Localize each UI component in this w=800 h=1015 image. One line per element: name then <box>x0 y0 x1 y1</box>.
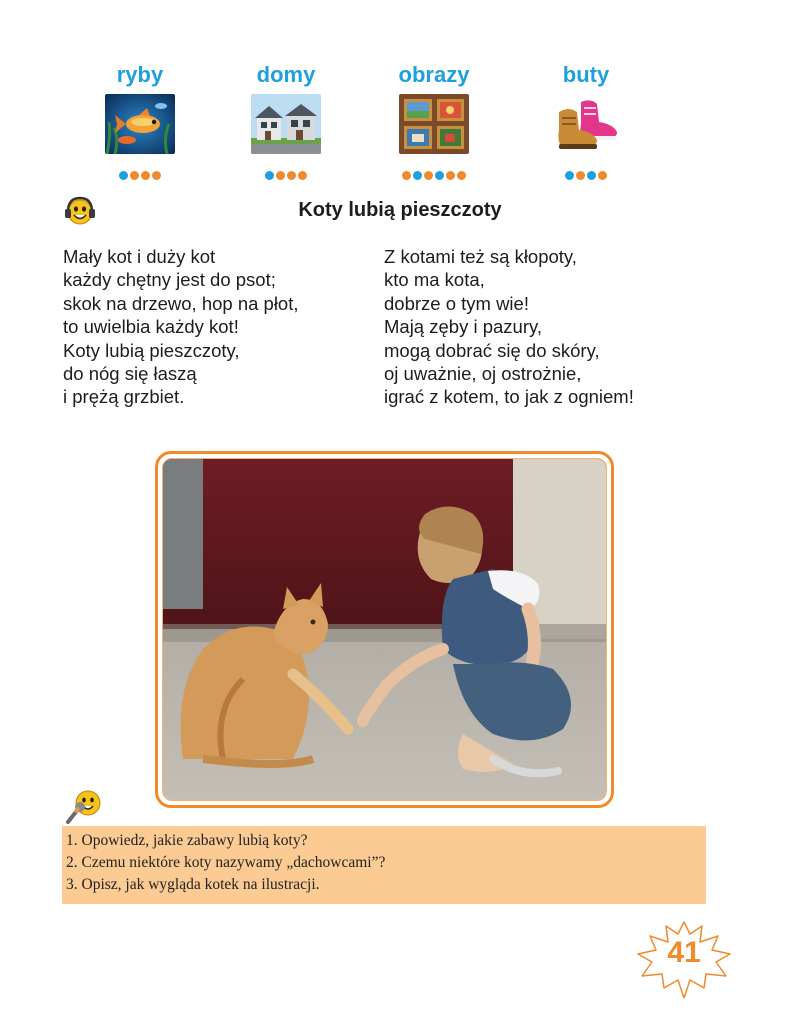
poem-line: kto ma kota, <box>384 269 485 291</box>
dot-orange <box>276 171 285 180</box>
question-item: 1. Opowiedz, jakie zabawy lubią koty? <box>66 832 308 849</box>
vocab-item-buty <box>526 62 646 183</box>
dot-blue <box>565 171 574 180</box>
dot-blue <box>435 171 444 180</box>
dot-blue <box>413 171 422 180</box>
shoes-picture <box>551 94 621 154</box>
poem-line: oj uważnie, oj ostrożnie, <box>384 363 582 385</box>
poem-line: igrać z kotem, to jak z ogniem! <box>384 386 634 408</box>
dot-blue <box>119 171 128 180</box>
vocab-word: obrazy <box>398 62 470 87</box>
poem-line: każdy chętny jest do psot; <box>63 269 276 291</box>
poem-line: Z kotami też są kłopoty, <box>384 246 577 267</box>
poem-line: i prężą grzbiet. <box>63 386 185 408</box>
poem-title: Koty lubią pieszczoty <box>298 199 502 221</box>
dot-orange <box>424 171 433 180</box>
dot-orange <box>446 171 455 180</box>
vocabulary-row <box>80 62 640 192</box>
dot-orange <box>576 171 585 180</box>
vocab-word: buty <box>562 62 610 87</box>
vocab-word: domy <box>256 62 316 87</box>
houses-picture <box>251 94 321 154</box>
vocab-word: ryby <box>116 62 164 87</box>
poem-line: Mały kot i duży kot <box>63 246 216 267</box>
girl-playing-with-cat-photo <box>162 458 607 801</box>
dot-orange <box>598 171 607 180</box>
dot-orange <box>130 171 139 180</box>
photo-frame <box>155 451 614 808</box>
poem-stanza-right <box>384 245 714 409</box>
syllable-dots <box>80 171 200 183</box>
poem-line: to uwielbia każdy kot! <box>63 316 239 338</box>
vocab-item-ryby <box>80 62 200 183</box>
paintings-picture <box>399 94 469 154</box>
syllable-dots <box>226 171 346 183</box>
questions-box <box>62 826 706 904</box>
dot-orange <box>402 171 411 180</box>
dot-orange <box>152 171 161 180</box>
poem-line: Mają zęby i pazury, <box>384 316 542 338</box>
dot-orange <box>298 171 307 180</box>
dot-orange <box>457 171 466 180</box>
poem-line: dobrze o tym wie! <box>384 292 529 314</box>
page-number-badge <box>632 918 736 1002</box>
poem-line: Koty lubią pieszczoty, <box>63 339 240 361</box>
microphone-smiley-icon <box>64 786 104 826</box>
question-item: 3. Opisz, jak wygląda kotek na ilustracji. <box>66 876 320 893</box>
page-number: 41 <box>667 936 701 969</box>
dot-orange <box>141 171 150 180</box>
syllable-dots <box>374 171 494 183</box>
vocab-item-obrazy <box>374 62 494 183</box>
dot-blue <box>265 171 274 180</box>
question-item: 2. Czemu niektóre koty nazywamy „dachowcami”? <box>66 854 386 871</box>
dot-blue <box>587 171 596 180</box>
vocab-item-domy <box>226 62 346 183</box>
dot-orange <box>287 171 296 180</box>
poem-stanza-left <box>63 245 373 409</box>
fish-picture <box>105 94 175 154</box>
poem-line: mogą dobrać się do skóry, <box>384 339 600 361</box>
poem-line: do nóg się łaszą <box>63 363 197 385</box>
syllable-dots <box>526 171 646 183</box>
poem-line: skok na drzewo, hop na płot, <box>63 292 299 314</box>
